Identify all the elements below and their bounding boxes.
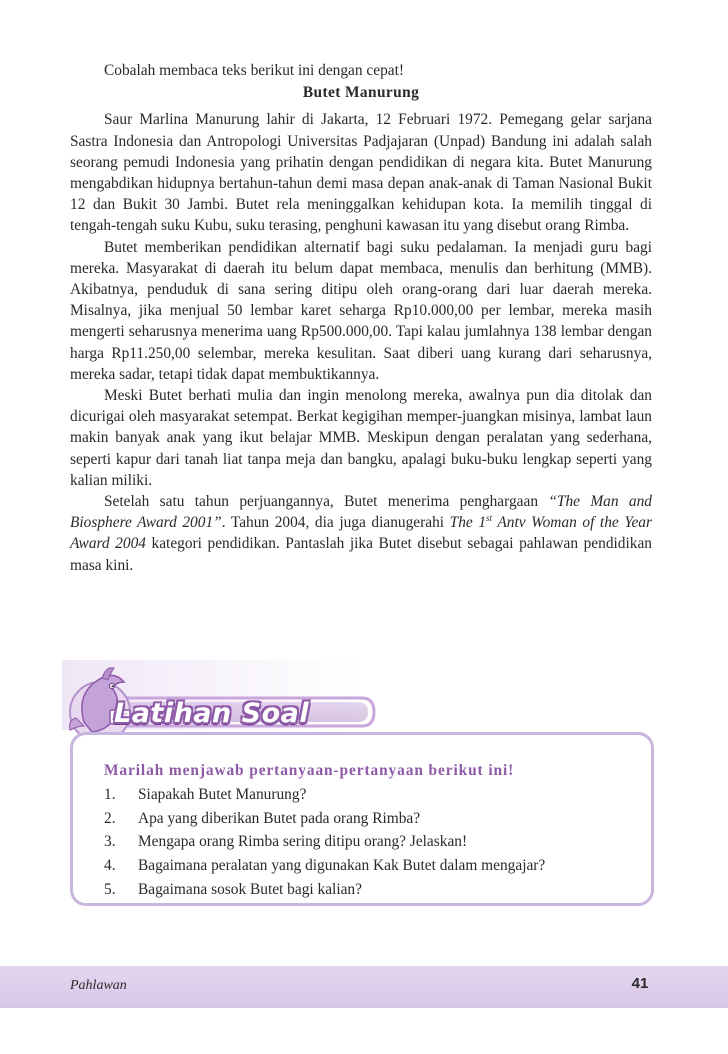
paragraph-4-text-a: Setelah satu tahun perjuangannya, Butet menerima penghargaan (104, 493, 549, 511)
question-number: 2. (104, 809, 116, 827)
question-text: Bagaimana peralatan yang digunakan Kak Butet dalam mengajar? (138, 857, 546, 875)
award-ordinal-suffix: st (486, 513, 493, 524)
story-paragraph-2: Butet memberikan pendidikan alternatif bagi suku pedalaman. Ia menjadi guru bagi mereka. Masyarakat di daerah itu belum dapat membaca, menulis dan berhitung (MMB). Akibatnya, penduduk di sana sering ditipu oleh orang-orang dari luar daerah mereka. Misalnya, jika menjual 50 lembar karet seharga Rp10.000,00 per lembar, mereka masih mengerti seharusnya menerima uang Rp500.000,00. Tapi kalau jumlahnya 138 lembar dengan harga Rp11.250,00 selembar, mereka kesulitan. Saat diberi uang kurang dari seharusnya, mereka sadar, tetapi tidak dapat membuktikannya. (70, 238, 652, 383)
award-antv-prefix: The 1 (449, 514, 487, 532)
footer-book-title: Pahlawan (70, 978, 127, 993)
question-text: Apa yang diberikan Butet pada orang Rimba? (138, 809, 421, 827)
award-man-biosphere: “The Man and Biosphere Award 2001” (70, 493, 652, 532)
question-list (104, 783, 644, 902)
question-number: 5. (104, 880, 116, 898)
story-title: Butet Manurung (302, 84, 420, 102)
intro-instruction: Cobalah membaca teks berikut ini dengan cepat! (104, 62, 405, 79)
question-item (104, 807, 644, 831)
question-item (104, 854, 644, 878)
question-item (104, 878, 644, 902)
question-section (104, 759, 644, 902)
page-number: 41 (631, 975, 649, 992)
question-number: 3. (104, 833, 116, 851)
question-text: Mengapa orang Rimba sering ditipu orang? Jelaskan! (138, 833, 468, 851)
question-item (104, 830, 644, 854)
reading-text (70, 60, 652, 576)
latihan-soal-title: Latihan Soal (114, 698, 310, 729)
paragraph-4-text-c: kategori pendidikan. Pantaslah jika Butet disebut sebagai pahlawan pendidikan masa kini. (70, 535, 652, 574)
question-number: 1. (104, 785, 116, 803)
question-text: Siapakah Butet Manurung? (138, 785, 307, 803)
award-antv-suffix: Antv Woman of the Year Award 2004 (70, 514, 652, 553)
question-item (104, 783, 644, 807)
question-instruction: Marilah menjawab pertanyaan-pertanyaan berikut ini! (104, 762, 515, 779)
story-paragraph-4 (70, 491, 652, 576)
story-paragraph-3: Meski Butet berhati mulia dan ingin menolong mereka, awalnya pun dia ditolak dan dicurigai oleh masyarakat setempat. Berkat kegigihan memper-juangkan misinya, lambat laun makin banyak anak yang ikut belajar MMB. Meskipun dengan peralatan yang sederhana, seperti kapur dari tanah liat tanpa meja dan bangku, apalagi buku-buku lengkap seperti yang kalian miliki. (70, 387, 652, 489)
question-text: Bagaimana sosok Butet bagi kalian? (138, 880, 362, 898)
story-paragraph-1: Saur Marlina Manurung lahir di Jakarta, 12 Februari 1972. Pemegang gelar sarjana Sastra Indonesia dan Antropologi Universitas Padjajaran (Unpad) Bandung ini adalah salah seorang pemudi Indonesia yang prihatin dengan pendidikan di negara kita. Butet Manurung mengabdikan hidupnya bertahun-tahun demi masa depan anak-anak di Taman Nasional Bukit 12 dan Bukit 30 Jambi. Butet rela meninggalkan kehidupan kota. Ia memilih tinggal di tengah-tengah suku Kubu, suku terasing, penghuni kawasan itu yang disebut orang Rimba. (70, 111, 652, 235)
question-number: 4. (104, 857, 116, 875)
paragraph-4-text-b: . Tahun 2004, dia juga dianugerahi (221, 514, 450, 532)
